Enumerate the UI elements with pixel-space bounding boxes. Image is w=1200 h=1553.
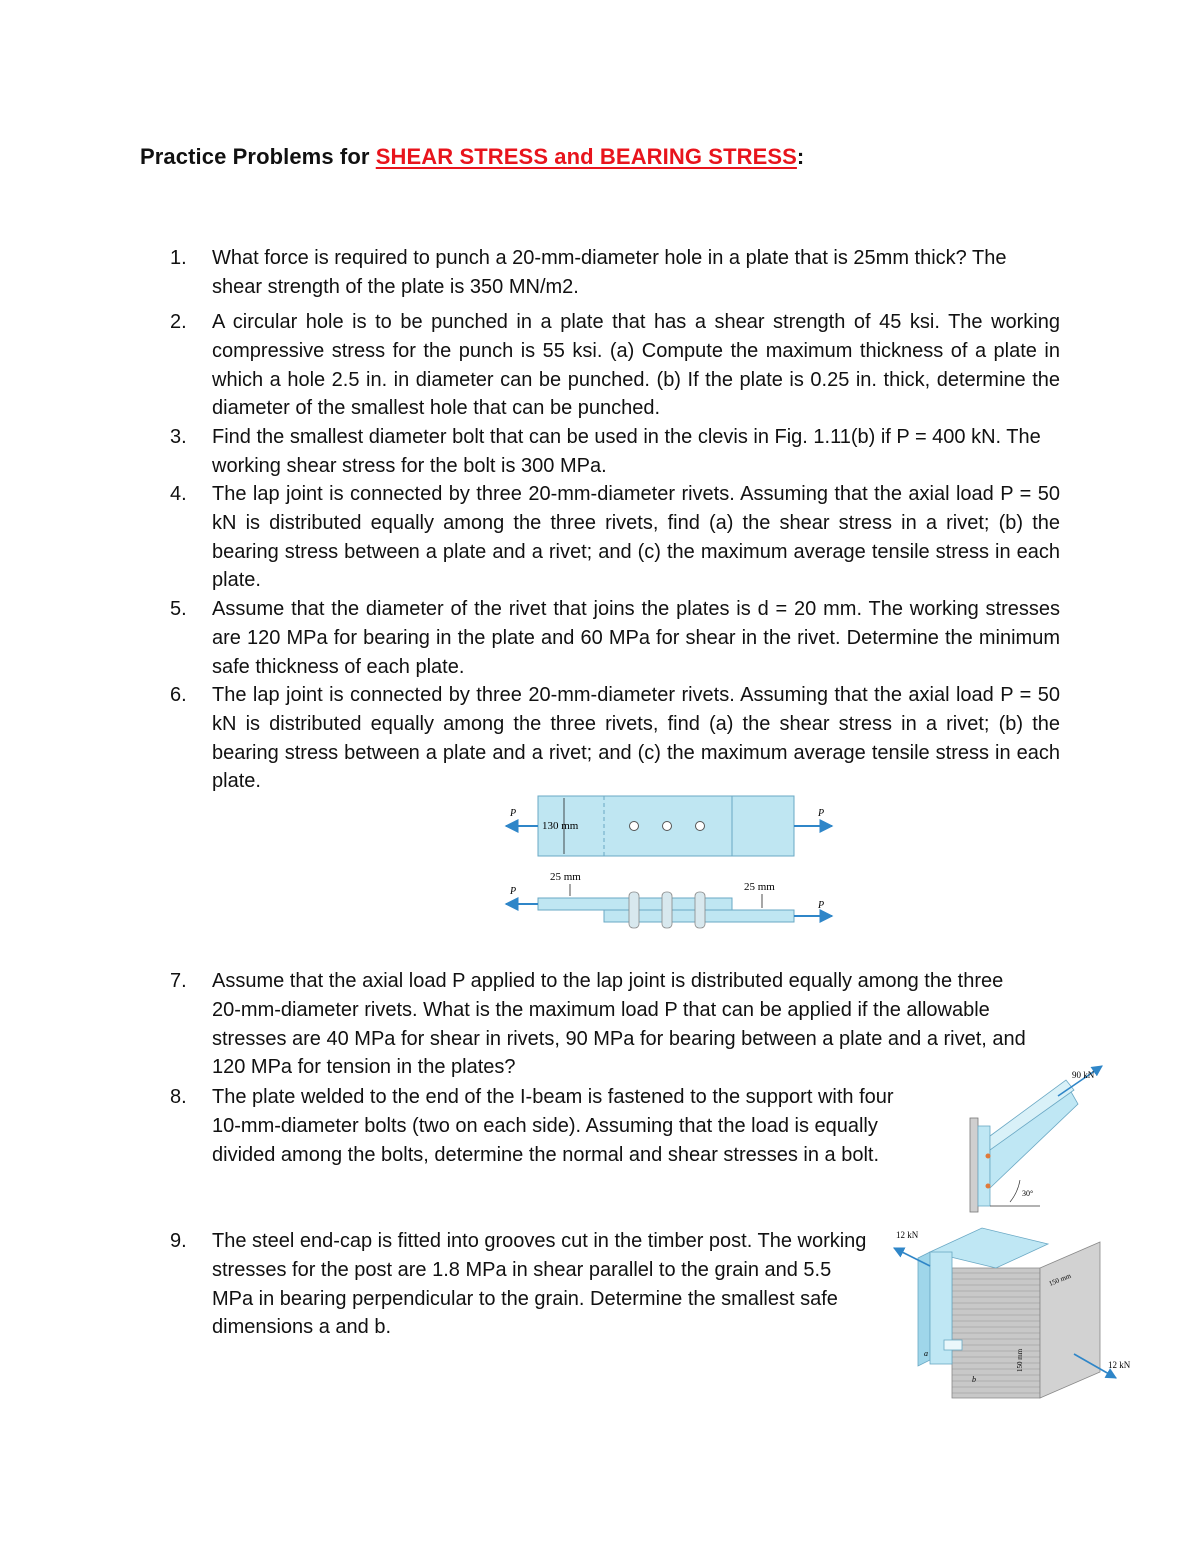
title-suffix: : [796,144,805,169]
ibeam-figure [960,1060,1110,1220]
rivet-side [695,892,705,928]
problem-number: 6. [170,684,187,706]
timber-post-face [1040,1242,1100,1398]
thickness-label-right: 25 mm [744,881,775,893]
title-highlight: SHEAR STRESS and BEARING STRESS [375,144,797,169]
problem-number: 7. [170,970,187,992]
problem-number: 9. [170,1230,187,1252]
rivet-side [662,892,672,928]
post-depth-label: 150 mm [1016,1348,1024,1372]
page-title [140,144,804,170]
problem-text: Find the smallest diameter bolt that can be used in the clevis in Fig. 1.11(b) if P = 400 kN. The working shear stress for the bolt is 300 MPa. [212,426,1041,477]
problem-text: A circular hole is to be punched in a plate that has a shear strength of 45 ksi. The working compressive stress for the punch is 55 ksi. (a) Compute the maximum thickness of a plate in which a hole 2.5 in. in diameter can be punched. (b) If the plate is 0.25 in. thick, determine the diameter of the smallest hole that can be punched. [212,311,1060,420]
load-label-right: 12 kN [1108,1360,1131,1370]
angle-arc [1010,1180,1020,1202]
problem-number: 1. [170,247,187,269]
width-dimension-label: 130 mm [542,820,579,832]
rivet-side [629,892,639,928]
end-plate [978,1126,990,1206]
problem-number: 5. [170,598,187,620]
load-label: P [510,886,517,897]
problem-number: 3. [170,426,187,448]
problem-text: Assume that the axial load P applied to the lap joint is distributed equally among the three 20-mm-diameter rivets. What is the maximum load P that can be applied if the allowable stresses are 40 MPa for shear in rivets, 90 MPa for bearing between a plate and a rivet, and 120 MPa for tension in the plates? [212,970,1026,1079]
endcap-figure [890,1222,1140,1402]
load-label: P [818,808,825,819]
lap-joint-figure [500,796,840,936]
problem-number: 2. [170,311,187,333]
rivet-head [663,822,672,831]
load-label: P [818,900,825,911]
bolt-head [986,1154,991,1159]
dimension-label-a: a [924,1349,928,1358]
timber-post-side [952,1268,1040,1398]
problem-text: The plate welded to the end of the I-beam is fastened to the support with four 10-mm-diameter bolts (two on each side). Assuming that the load is equally divided among the bolts, determine the normal and shear stresses in a bolt. [212,1086,894,1166]
problem-text: The steel end-cap is fitted into grooves cut in the timber post. The working stresses for the post are 1.8 MPa in shear parallel to the grain and 5.5 MPa in bearing perpendicular to the grain. Determine the smallest safe dimensions a and b. [212,1230,867,1339]
support-wall [970,1118,978,1212]
bolt-head [986,1184,991,1189]
rivet-head [630,822,639,831]
dimension-label-b: b [972,1375,976,1384]
load-label: 90 kN [1072,1070,1095,1080]
problem-text: The lap joint is connected by three 20-mm-diameter rivets. Assuming that the axial load P = 50 kN is distributed equally among the three rivets, find (a) the shear stress in a rivet; (b) the bearing stress between a plate and a rivet; and (c) the maximum average tensile stress in each plate. [212,483,1060,592]
problem-text: The lap joint is connected by three 20-mm-diameter rivets. Assuming that the axial load P = 50 kN is distributed equally among the three rivets, find (a) the shear stress in a rivet; (b) the bearing stress between a plate and a rivet; and (c) the maximum average tensile stress in each plate. [212,684,1060,793]
post-width-label: 150 mm [1047,1271,1073,1288]
groove-notch [944,1340,962,1350]
problem-text: What force is required to punch a 20-mm-diameter hole in a plate that is 25mm thick? The shear strength of the plate is 350 MN/m2. [212,247,1007,298]
problem-text: Assume that the diameter of the rivet that joins the plates is d = 20 mm. The working stresses are 120 MPa for bearing in the plate and 60 MPa for shear in the rivet. Determine the minimum safe thickness of each plate. [212,598,1060,678]
rivet-head [696,822,705,831]
title-prefix: Practice Problems for [140,144,376,169]
angle-label: 30° [1022,1189,1034,1198]
problem-number: 8. [170,1086,187,1108]
load-label-left: 12 kN [896,1230,919,1240]
load-label: P [510,808,517,819]
problem-number: 4. [170,483,187,505]
thickness-label-left: 25 mm [550,871,581,883]
